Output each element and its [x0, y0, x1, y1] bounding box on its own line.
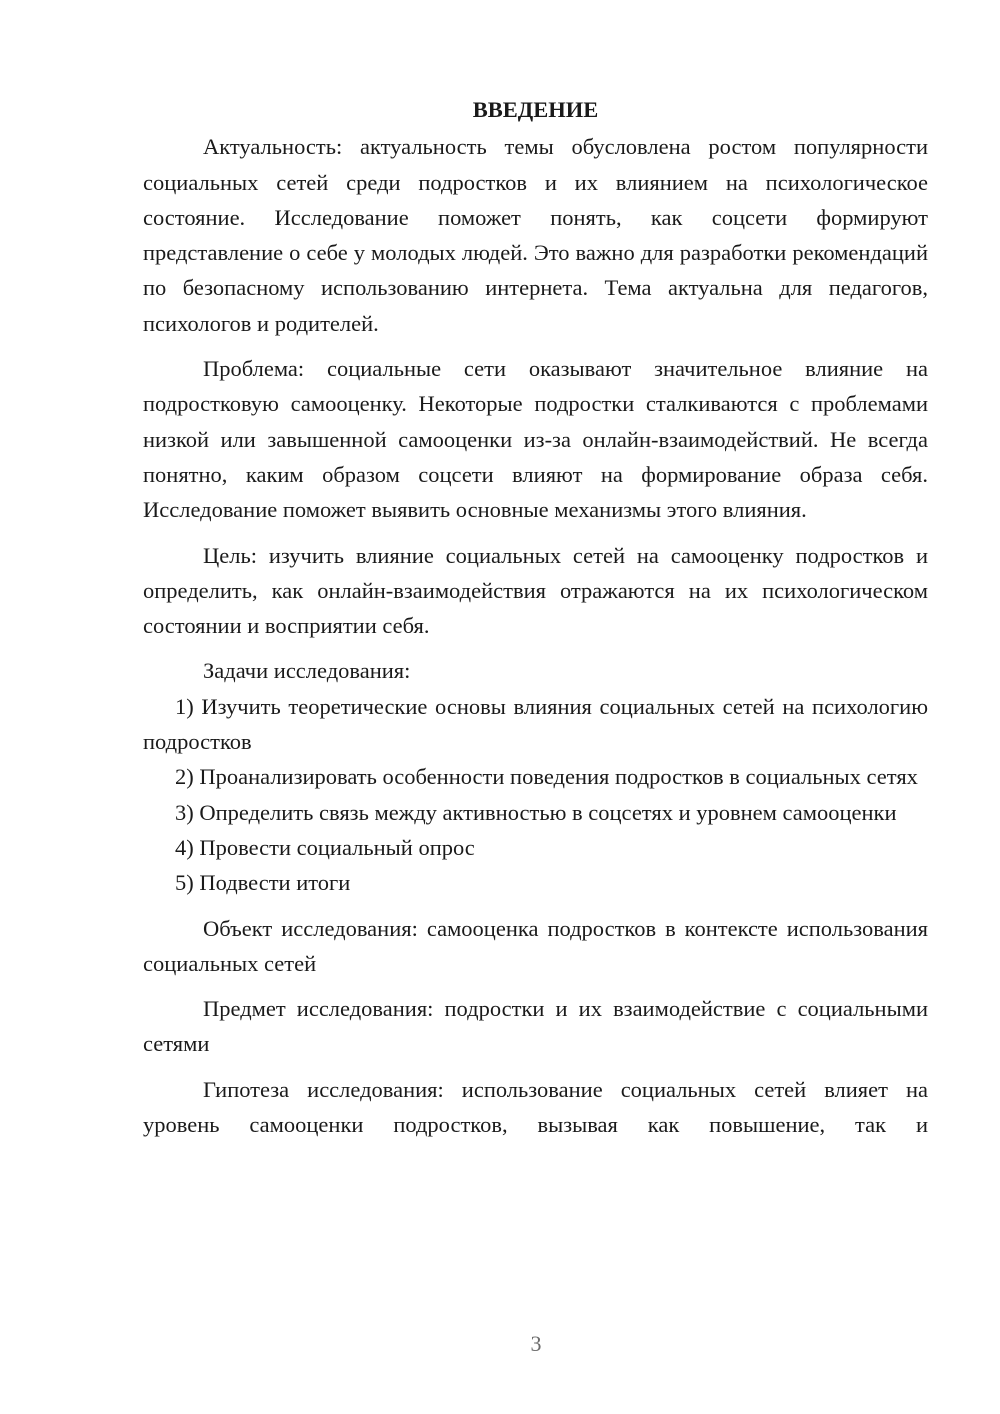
task-item: 1) Изучить теоретические основы влияния социальных сетей на психологию подростков — [143, 693, 928, 755]
paragraph-relevance: Актуальность: актуальность темы обусловлена ростом популярности социальных сетей среди подростков и их влиянием на психологическое состояние. Исследование поможет понять, как соцсети формируют представление о себе у молодых людей. Это важно для разработки рекомендаций по безопасному использованию интернета. Тема актуальна для педагогов, психологов и родителей. — [143, 134, 928, 336]
task-item: 2) Проанализировать особенности поведения подростков в социальных сетях — [175, 764, 918, 790]
paragraph-goal: Цель: изучить влияние социальных сетей на самооценку подростков и определить, как онлайн-взаимодействия отражаются на их психологическом состоянии и восприятии себя. — [143, 542, 928, 639]
task-item: 5) Подвести итоги — [175, 870, 351, 896]
page-number: 3 — [530, 1331, 542, 1356]
section-title: ВВЕДЕНИЕ — [472, 97, 599, 122]
paragraph-subject: Предмет исследования: подростки и их взаимодействие с социальными сетями — [143, 996, 928, 1057]
paragraph-object: Объект исследования: самооценка подростков в контексте использования социальных сетей — [143, 915, 928, 976]
task-item: 4) Провести социальный опрос — [175, 834, 475, 860]
document-page — [143, 92, 928, 1142]
paragraph-hypothesis: Гипотеза исследования: использование социальных сетей влияет на уровень самооценки подростков, вызывая как повышение, так и — [143, 1076, 928, 1138]
paragraph-problem: Проблема: социальные сети оказывают значительное влияние на подростковую самооценку. Некоторые подростки сталкиваются с проблемами низкой или завышенной самооценки из-за онлайн-взаимодействий. Не всегда понятно, каким образом соцсети влияют на формирование образа себя. Исследование поможет выявить основные механизмы этого влияния. — [143, 356, 928, 523]
task-item: 3) Определить связь между активностью в соцсетях и уровнем самооценки — [175, 799, 897, 825]
tasks-heading: Задачи исследования: — [203, 658, 411, 684]
